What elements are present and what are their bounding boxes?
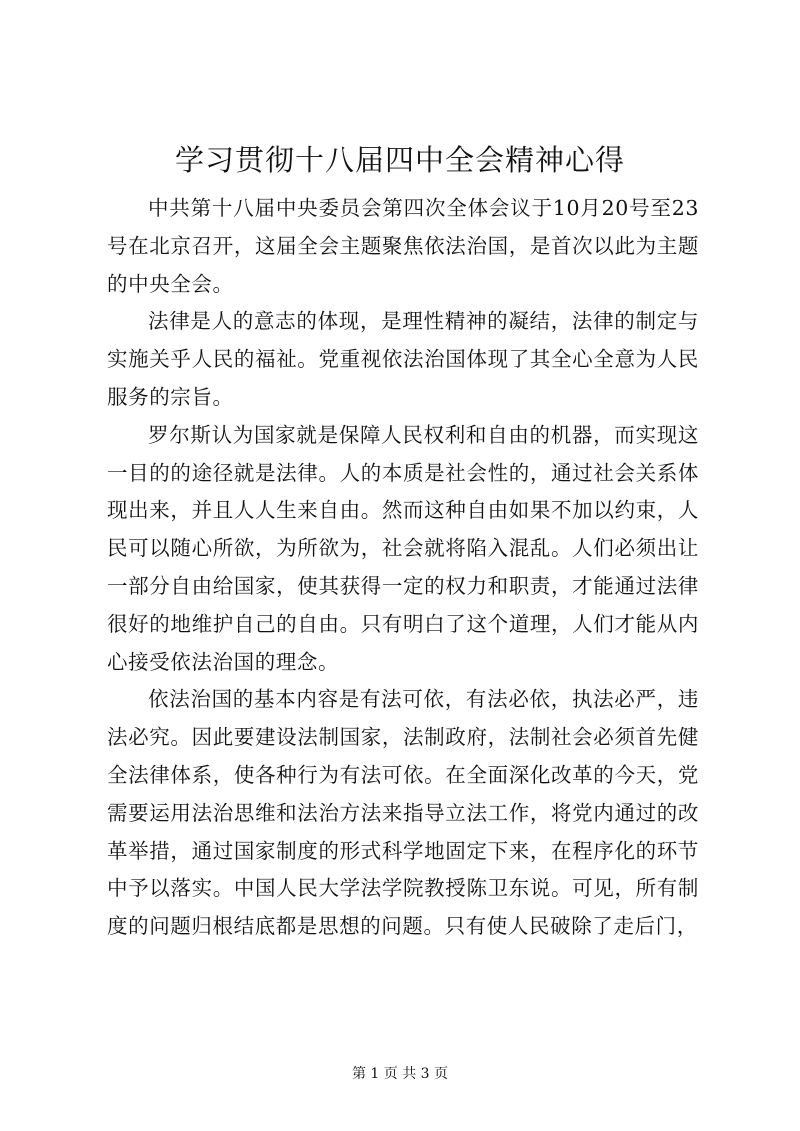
- paragraph-2: 法律是人的意志的体现，是理性精神的凝结，法律的制定与实施关乎人民的福祉。党重视依法治国体现了其全心全意为人民服务的宗旨。: [107, 309, 699, 409]
- page-footer: 第 1 页 共 3 页: [351, 1066, 449, 1082]
- paragraph-4: 依法治国的基本内容是有法可依，有法必依，执法必严，违法必究。因此要建设法制国家，法制政府，法制社会必须首先健全法律体系，使各种行为有法可依。在全面深化改革的今天，党需要运用法治思维和法治方法来指导立法工作，将党内通过的改革举措，通过国家制度的形式科学地固定下来，在程序化的环节中予以落实。中国人民大学法学院教授陈卫东说。可见，所有制度的问题归根结底都是思想的问题。只有使人民破除了走后门，: [107, 687, 699, 939]
- paragraph-1: 中共第十八届中央委员会第四次全体会议于10月20号至23号在北京召开，这届全会主题聚焦依法治国，是首次以此为主题的中央全会。: [107, 196, 699, 296]
- document-body: [107, 190, 699, 946]
- paragraph-3: 罗尔斯认为国家就是保障人民权利和自由的机器，而实现这一目的的途径就是法律。人的本质是社会性的，通过社会关系体现出来，并且人人生来自由。然而这种自由如果不加以约束，人民可以随心所欲，为所欲为，社会就将陷入混乱。人们必须出让一部分自由给国家，使其获得一定的权力和职责，才能通过法律很好的地维护自己的自由。只有明白了这个道理，人们才能从内心接受依法治国的理念。: [107, 422, 699, 674]
- document-title: 学习贯彻十八届四中全会精神心得: [174, 143, 625, 177]
